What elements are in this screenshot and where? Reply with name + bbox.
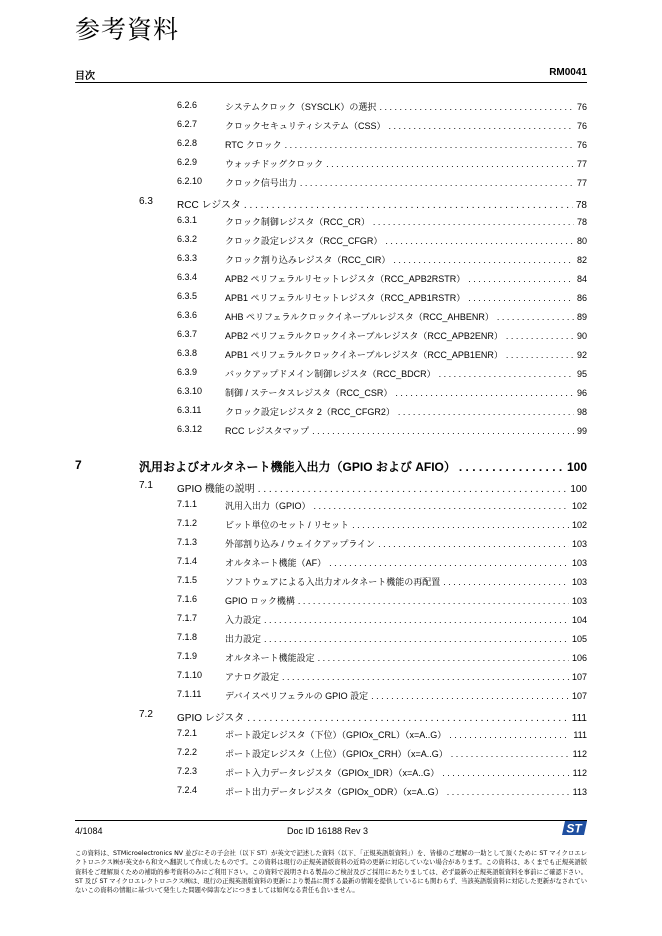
toc-entry-page: 92	[576, 350, 587, 360]
toc-entry-number: 6.3.10	[177, 386, 203, 396]
toc-entry-title: ビット単位のセット / リセット	[225, 520, 350, 530]
dot-leader	[468, 293, 574, 303]
dot-leader	[373, 217, 574, 227]
dot-leader	[282, 672, 569, 682]
section-label: 目次	[75, 71, 95, 82]
toc-entry-number: 7.1.7	[177, 613, 198, 623]
dot-leader	[264, 615, 569, 625]
toc-entry[interactable]	[0, 348, 587, 362]
toc-entry-page: 111	[573, 730, 587, 740]
toc-entry-page: 76	[576, 140, 587, 150]
toc-entry[interactable]	[0, 689, 587, 703]
toc-entry-number: 6.3.5	[177, 291, 198, 301]
toc-entry-title: 入力設定	[225, 615, 262, 625]
dot-leader	[395, 388, 574, 398]
toc-entry[interactable]	[0, 386, 587, 400]
toc-entry-number: 6.2.10	[177, 176, 203, 186]
dot-leader	[459, 460, 564, 474]
toc-entry[interactable]	[0, 632, 587, 646]
toc-entry[interactable]	[0, 613, 587, 627]
toc-entry[interactable]	[0, 329, 587, 343]
toc-entry-title: バックアップドメイン制御レジスタ（RCC_BDCR）	[225, 369, 436, 379]
toc-entry[interactable]	[0, 310, 587, 324]
toc-entry[interactable]	[0, 480, 587, 494]
dot-leader	[300, 178, 574, 188]
st-logo-icon	[562, 820, 588, 836]
toc-entry-title: APB2 ペリフェラルリセットレジスタ（RCC_APB2RSTR）	[225, 274, 466, 284]
toc-entry[interactable]	[0, 215, 587, 229]
toc-entry[interactable]	[0, 556, 587, 570]
toc-entry-number: 7.2.2	[177, 747, 198, 757]
toc-entry-title: クロック設定レジスタ 2（RCC_CFGR2）	[225, 407, 395, 417]
toc-entry[interactable]	[0, 594, 587, 608]
toc-entry-number: 6.2.8	[177, 138, 198, 148]
toc-entry-number: 7.1.1	[177, 499, 198, 509]
toc-entry-page: 103	[571, 577, 587, 587]
toc-entry-page: 102	[571, 520, 587, 530]
toc-entry-page: 105	[571, 634, 587, 644]
toc-entry-page: 77	[576, 178, 587, 188]
toc-entry[interactable]	[0, 367, 587, 381]
toc-entry-title: APB1 ペリフェラルリセットレジスタ（RCC_APB1RSTR）	[225, 293, 466, 303]
toc-entry-title: クロック信号出力	[225, 178, 297, 188]
toc-entry-title: デバイスペリフェラルの GPIO 設定	[225, 691, 369, 701]
toc-entry-title: クロックセキュリティシステム（CSS）	[225, 121, 386, 131]
toc-entry-page: 106	[571, 653, 587, 663]
toc-entry-title: GPIO ロック機構	[225, 596, 295, 606]
dot-leader	[258, 484, 568, 495]
toc-entry-page: 100	[566, 460, 587, 474]
toc-entry-number: 6.3.12	[177, 424, 203, 434]
toc-entry-number: 6.3.3	[177, 253, 198, 263]
dot-leader	[468, 274, 574, 284]
toc-entry[interactable]	[0, 575, 587, 589]
toc-entry[interactable]	[0, 785, 587, 799]
toc-entry-title: オルタネート機能（AF）	[225, 558, 327, 568]
toc-entry[interactable]	[0, 157, 587, 171]
toc-entry-title: クロック割り込みレジスタ（RCC_CIR）	[225, 255, 391, 265]
toc-entry[interactable]	[0, 499, 587, 513]
toc-entry-number: 7.1.2	[177, 518, 198, 528]
dot-leader	[398, 407, 574, 417]
toc-entry-title: APB1 ペリフェラルクロックイネーブルレジスタ（RCC_APB1ENR）	[225, 350, 503, 360]
toc-entry-title: 出力設定	[225, 634, 262, 644]
toc-entry-number: 7.1.8	[177, 632, 198, 642]
dot-leader	[285, 140, 574, 150]
toc-entry-page: 103	[571, 596, 587, 606]
toc-entry-title: ポート設定レジスタ（上位）（GPIOx_CRH）（x=A..G）	[225, 749, 448, 759]
translation-disclaimer: この資料は、STMicroelectronics NV 並びにその子会社（以下 ST）が英文で記述した資料（以下、「正規英語版資料」）を、皆様のご理解の一助として頂くために ST マイクロエレクトロニクス㈱が英文から和文へ翻訳して作成したものです。この資料は現行の正規英語版資料の近時の更新に対応していない場合があります。この資料は、あくまでも正規英語版資料をご理解頂くための補助的参考資料のみにご利用下さい。この資料で説明される製品のご検討及びご採用にあたりましては、必ず最新の正規英語版資料を事前にご確認下さい。ST 及び ST マイクロエレクトロニクス㈱は、現行の正規英語版資料の更新により製品に関する最新の情報を提供しているにも関わらず、当該英語版資料に対応した更新がなされていないこの資料の情報に基づいて発生した問題や障害などにつきましては如何なる責任も負いません。	[75, 850, 587, 895]
toc-entry-title: ポート入力データレジスタ（GPIOx_IDR）（x=A..G）	[225, 768, 440, 778]
toc-entry-page: 86	[576, 293, 587, 303]
dot-leader	[247, 713, 569, 724]
toc-entry-page: 95	[576, 369, 587, 379]
header-rule	[75, 82, 587, 83]
toc-entry-page: 104	[571, 615, 587, 625]
toc-entry[interactable]	[0, 138, 587, 152]
page-title: 参考資料	[75, 15, 180, 44]
toc-entry[interactable]	[0, 458, 587, 472]
toc-entry-title: ポート設定レジスタ（下位）（GPIOx_CRL）（x=A..G）	[225, 730, 447, 740]
toc-entry-title: クロック制御レジスタ（RCC_CR）	[225, 217, 370, 227]
toc-entry-number: 7.1.6	[177, 594, 198, 604]
toc-entry-page: 78	[575, 200, 587, 211]
toc-entry-number: 7.1.10	[177, 670, 203, 680]
toc-entry-number: 6.3.11	[177, 405, 202, 415]
toc-entry[interactable]	[0, 709, 587, 723]
toc-entry-title: ポート出力データレジスタ（GPIOx_ODR）（x=A..G）	[225, 787, 444, 797]
dot-leader	[371, 691, 569, 701]
dot-leader	[378, 539, 569, 549]
dot-leader	[318, 653, 569, 663]
toc-entry[interactable]	[0, 424, 587, 438]
toc-entry-page: 76	[576, 121, 587, 131]
toc-entry[interactable]	[0, 651, 587, 665]
toc-entry-number: 7.1.9	[177, 651, 198, 661]
toc-entry-page: 76	[576, 102, 587, 112]
dot-leader	[389, 121, 574, 131]
toc-entry-title: AHB ペリフェラルクロックイネーブルレジスタ（RCC_AHBENR）	[225, 312, 494, 322]
toc-entry-number: 6.2.7	[177, 119, 198, 129]
dot-leader	[442, 768, 569, 778]
toc-entry-number: 7.1.4	[177, 556, 198, 566]
dot-leader	[329, 558, 569, 568]
toc-entry-page: 107	[571, 672, 587, 682]
toc-entry-number: 7.2.4	[177, 785, 198, 795]
toc-entry-page: 84	[576, 274, 587, 284]
dot-leader	[379, 102, 574, 112]
toc-entry-number: 6.2.9	[177, 157, 198, 167]
dot-leader	[497, 312, 574, 322]
toc-entry-title: APB2 ペリフェラルクロックイネーブルレジスタ（RCC_APB2ENR）	[225, 331, 503, 341]
toc-entry-title: オルタネート機能設定	[225, 653, 315, 663]
dot-leader	[443, 577, 569, 587]
svg-text:ST: ST	[566, 821, 582, 836]
toc-entry-title: ウォッチドッグクロック	[225, 159, 324, 169]
toc-entry-number: 6.3.8	[177, 348, 198, 358]
toc-entry-page: 90	[576, 331, 587, 341]
toc-entry-title: アナログ設定	[225, 672, 280, 682]
toc-entry-page: 100	[570, 484, 587, 495]
toc-entry-number: 6.3.1	[177, 215, 198, 225]
dot-leader	[506, 350, 574, 360]
dot-leader	[393, 255, 574, 265]
toc-entry-page: 77	[576, 159, 587, 169]
toc-entry-page: 80	[576, 236, 587, 246]
toc-entry-number: 7.2.3	[177, 766, 198, 776]
toc-entry-page: 102	[571, 501, 587, 511]
toc-entry-page: 98	[576, 407, 587, 417]
toc-entry-title: 制御 / ステータスレジスタ（RCC_CSR）	[225, 388, 393, 398]
dot-leader	[244, 200, 573, 211]
toc-entry[interactable]	[0, 291, 587, 305]
dot-leader	[439, 369, 574, 379]
toc-entry-page: 111	[571, 713, 587, 724]
toc-entry-number: 7	[75, 458, 82, 472]
toc-entry-number: 6.3	[139, 196, 153, 207]
toc-entry-number: 6.3.6	[177, 310, 198, 320]
dot-leader	[352, 520, 569, 530]
toc-entry[interactable]	[0, 100, 587, 114]
toc-entry[interactable]	[0, 670, 587, 684]
page-number: 4/1084	[75, 826, 103, 836]
toc-entry[interactable]	[0, 234, 587, 248]
dot-leader	[298, 596, 569, 606]
toc-entry-title: RTC クロック	[225, 140, 282, 150]
toc-entry-number: 6.3.4	[177, 272, 198, 282]
toc-entry-title: ソフトウェアによる入出力オルタネート機能の再配置	[225, 577, 441, 587]
dot-leader	[264, 634, 569, 644]
dot-leader	[449, 730, 570, 740]
toc-entry-page: 112	[572, 768, 587, 778]
toc-entry-title: クロック設定レジスタ（RCC_CFGR）	[225, 236, 383, 246]
toc-entry-number: 6.3.7	[177, 329, 198, 339]
toc-entry-number: 6.2.6	[177, 100, 198, 110]
toc-entry-title: 汎用およびオルタネート機能入出力（GPIO および AFIO）	[139, 460, 456, 474]
dot-leader	[447, 787, 570, 797]
toc-entry-title: 汎用入出力（GPIO）	[225, 501, 311, 511]
toc-entry-number: 7.2	[139, 709, 153, 720]
toc-entry[interactable]	[0, 728, 587, 742]
toc-entry[interactable]	[0, 176, 587, 190]
toc-entry-title: GPIO 機能の説明	[177, 484, 255, 495]
toc-entry[interactable]	[0, 119, 587, 133]
toc-entry-page: 112	[572, 749, 587, 759]
toc-entry[interactable]	[0, 272, 587, 286]
toc-entry-title: RCC レジスタ	[177, 200, 241, 211]
toc-entry-page: 78	[576, 217, 587, 227]
dot-leader	[451, 749, 570, 759]
toc-entry[interactable]	[0, 537, 587, 551]
toc-entry-title: 外部割り込み / ウェイクアップライン	[225, 539, 376, 549]
toc-entry[interactable]	[0, 253, 587, 267]
toc-entry[interactable]	[0, 196, 587, 210]
toc-entry-page: 89	[576, 312, 587, 322]
toc-entry-page: 103	[571, 558, 587, 568]
toc-entry-number: 7.1.3	[177, 537, 198, 547]
footer-rule	[75, 820, 587, 821]
toc-entry-number: 7.1.5	[177, 575, 198, 585]
toc-entry-number: 6.3.2	[177, 234, 198, 244]
dot-leader	[312, 426, 574, 436]
toc-entry-page: 99	[576, 426, 587, 436]
toc-entry-title: RCC レジスタマップ	[225, 426, 310, 436]
toc-entry-page: 113	[572, 787, 587, 797]
dot-leader	[385, 236, 574, 246]
doc-code: RM0041	[549, 67, 587, 78]
toc-entry[interactable]	[0, 405, 587, 419]
toc-entry-number: 7.2.1	[177, 728, 198, 738]
dot-leader	[314, 501, 569, 511]
dot-leader	[506, 331, 574, 341]
toc-entry-number: 7.1	[139, 480, 153, 491]
toc-entry[interactable]	[0, 747, 587, 761]
toc-entry-page: 96	[576, 388, 587, 398]
toc-entry-title: GPIO レジスタ	[177, 713, 245, 724]
toc-entry[interactable]	[0, 518, 587, 532]
toc-entry-title: システムクロック（SYSCLK）の選択	[225, 102, 377, 112]
toc-entry[interactable]	[0, 766, 587, 780]
toc-entry-page: 107	[571, 691, 587, 701]
toc-entry-page: 82	[576, 255, 587, 265]
toc-entry-number: 6.3.9	[177, 367, 198, 377]
toc-entry-page: 103	[571, 539, 587, 549]
doc-id: Doc ID 16188 Rev 3	[287, 826, 369, 836]
toc-entry-number: 7.1.11	[177, 689, 202, 699]
dot-leader	[326, 159, 574, 169]
